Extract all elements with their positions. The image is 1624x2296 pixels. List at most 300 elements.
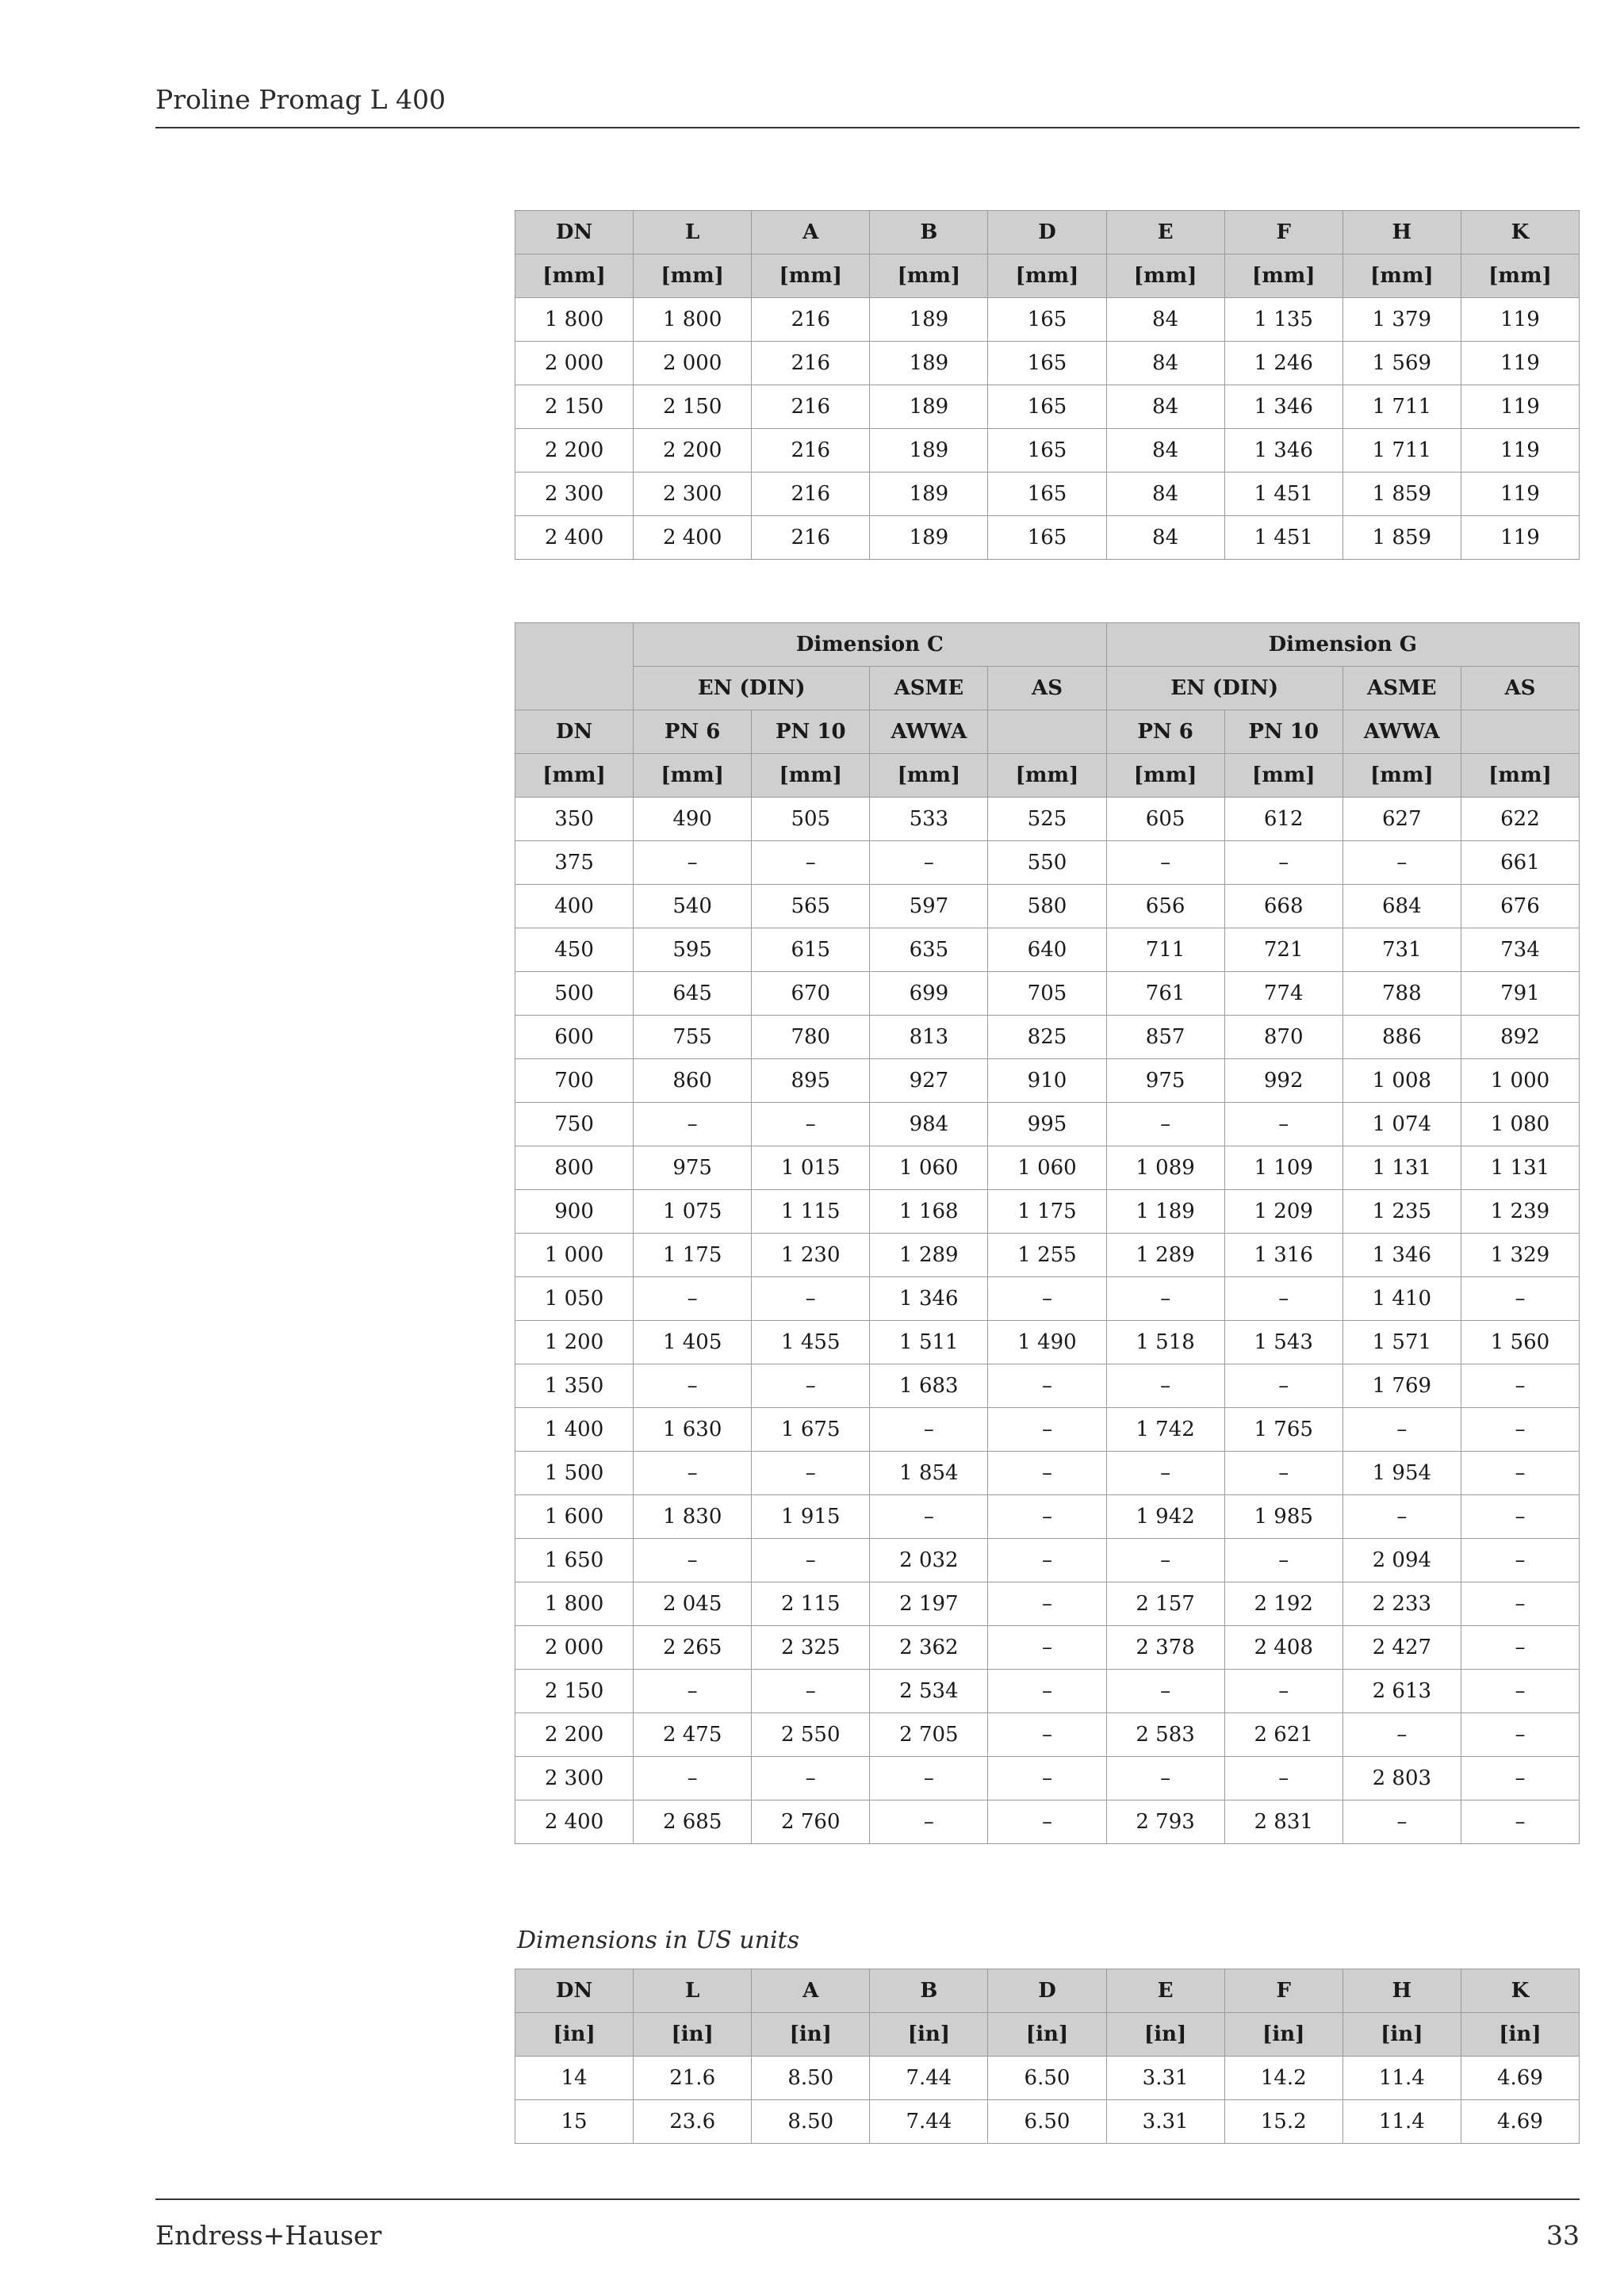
unit-row (515, 2013, 1580, 2057)
value-cell: 84 (1106, 342, 1224, 385)
value-cell: 1 189 (1106, 1190, 1224, 1234)
value-cell: 813 (870, 1016, 988, 1059)
value-cell: 711 (1106, 928, 1224, 972)
pressure-header: PN 6 (634, 710, 752, 754)
table-row (515, 1757, 1580, 1800)
value-cell: 1 954 (1342, 1452, 1461, 1495)
value-cell: – (1224, 1670, 1342, 1713)
value-cell: 1 000 (1461, 1059, 1579, 1103)
value-cell: 1 235 (1342, 1190, 1461, 1234)
value-cell: – (1461, 1495, 1579, 1539)
value-cell: 23.6 (634, 2100, 752, 2144)
pressure-header: PN 6 (1106, 710, 1224, 754)
value-cell: 1 346 (1224, 385, 1342, 429)
value-cell: 895 (752, 1059, 870, 1103)
value-cell: 2 583 (1106, 1713, 1224, 1757)
value-cell: 1 246 (1224, 342, 1342, 385)
table-body (515, 798, 1580, 1844)
column-header: K (1461, 1969, 1579, 2013)
value-cell: – (634, 1277, 752, 1321)
value-cell: 2 400 (634, 516, 752, 560)
value-cell: 1 859 (1342, 473, 1461, 516)
value-cell: 1 316 (1224, 1234, 1342, 1277)
column-header: L (634, 211, 752, 254)
value-cell: 1 175 (988, 1190, 1106, 1234)
group-header-dimension-g: Dimension G (1106, 623, 1579, 667)
value-cell: 927 (870, 1059, 988, 1103)
value-cell: 975 (1106, 1059, 1224, 1103)
value-cell: 216 (752, 473, 870, 516)
value-cell: 1 451 (1224, 516, 1342, 560)
value-cell: – (1461, 1713, 1579, 1757)
dimensions-table-us (515, 1969, 1580, 2144)
value-cell: 2 045 (634, 1582, 752, 1626)
value-cell: – (1224, 1757, 1342, 1800)
value-cell: 2 427 (1342, 1626, 1461, 1670)
table-row (515, 798, 1580, 841)
standard-header: AS (988, 667, 1106, 710)
value-cell: 119 (1461, 429, 1579, 473)
column-header: H (1342, 211, 1461, 254)
table-row (515, 1364, 1580, 1408)
value-cell: 1 711 (1342, 385, 1461, 429)
value-cell: 84 (1106, 516, 1224, 560)
value-cell: 734 (1461, 928, 1579, 972)
value-cell: 645 (634, 972, 752, 1016)
standard-header: ASME (870, 667, 988, 710)
value-cell: 1 742 (1106, 1408, 1224, 1452)
table-row (515, 1452, 1580, 1495)
footer-divider (155, 2198, 1580, 2200)
column-header: H (1342, 1969, 1461, 2013)
dn-cell: 2 400 (515, 1800, 634, 1844)
value-cell: 731 (1342, 928, 1461, 972)
value-cell: 4.69 (1461, 2057, 1579, 2100)
value-cell: – (870, 1800, 988, 1844)
value-cell: 2 760 (752, 1800, 870, 1844)
column-name-row (515, 1969, 1580, 2013)
table-row (515, 1408, 1580, 1452)
unit-header: [in] (988, 2013, 1106, 2057)
value-cell: 1 168 (870, 1190, 988, 1234)
value-cell: – (1461, 1626, 1579, 1670)
value-cell: – (988, 1800, 1106, 1844)
unit-header: [mm] (1461, 754, 1579, 798)
value-cell: 995 (988, 1103, 1106, 1146)
table-row (515, 1146, 1580, 1190)
value-cell: 7.44 (870, 2100, 988, 2144)
value-cell: 189 (870, 385, 988, 429)
unit-header: [mm] (988, 754, 1106, 798)
unit-header: [in] (1342, 2013, 1461, 2057)
dn-cell: 1 800 (515, 298, 634, 342)
value-cell: 165 (988, 516, 1106, 560)
value-cell: – (1461, 1670, 1579, 1713)
value-cell: 565 (752, 885, 870, 928)
table-body (515, 298, 1580, 560)
dn-cell: 2 150 (515, 1670, 634, 1713)
value-cell: 791 (1461, 972, 1579, 1016)
value-cell: 2 192 (1224, 1582, 1342, 1626)
value-cell: 1 015 (752, 1146, 870, 1190)
value-cell: 11.4 (1342, 2100, 1461, 2144)
value-cell: 2 265 (634, 1626, 752, 1670)
column-header: F (1224, 1969, 1342, 2013)
table-row (515, 1103, 1580, 1146)
value-cell: 595 (634, 928, 752, 972)
dn-header: DN (515, 710, 634, 754)
value-cell: 165 (988, 429, 1106, 473)
value-cell: 2 613 (1342, 1670, 1461, 1713)
value-cell: 216 (752, 516, 870, 560)
unit-header: [mm] (1342, 754, 1461, 798)
dn-cell: 400 (515, 885, 634, 928)
value-cell: 661 (1461, 841, 1579, 885)
value-cell: – (1106, 841, 1224, 885)
value-cell: – (634, 1539, 752, 1582)
value-cell: 84 (1106, 385, 1224, 429)
value-cell: 1 830 (634, 1495, 752, 1539)
value-cell: – (988, 1495, 1106, 1539)
column-header: E (1106, 211, 1224, 254)
dn-cell: 700 (515, 1059, 634, 1103)
dn-cell: 2 200 (515, 1713, 634, 1757)
column-header: E (1106, 1969, 1224, 2013)
value-cell: 1 060 (988, 1146, 1106, 1190)
value-cell: 1 008 (1342, 1059, 1461, 1103)
unit-header: [mm] (1342, 254, 1461, 298)
dn-cell: 2 150 (515, 385, 634, 429)
value-cell: 2 150 (634, 385, 752, 429)
value-cell: 3.31 (1106, 2057, 1224, 2100)
unit-header: [mm] (1106, 254, 1224, 298)
value-cell: – (1461, 1364, 1579, 1408)
dn-cell: 1 500 (515, 1452, 634, 1495)
value-cell: 668 (1224, 885, 1342, 928)
dn-cell: 450 (515, 928, 634, 972)
value-cell: 189 (870, 473, 988, 516)
table-row (515, 928, 1580, 972)
table-row (515, 516, 1580, 560)
value-cell: 216 (752, 342, 870, 385)
value-cell: 886 (1342, 1016, 1461, 1059)
pressure-header: PN 10 (1224, 710, 1342, 754)
value-cell: 1 711 (1342, 429, 1461, 473)
value-cell: 2 550 (752, 1713, 870, 1757)
value-cell: 1 630 (634, 1408, 752, 1452)
table-body (515, 2057, 1580, 2144)
value-cell: 2 032 (870, 1539, 988, 1582)
value-cell: 15.2 (1224, 2100, 1342, 2144)
standard-header: ASME (1342, 667, 1461, 710)
value-cell: 1 135 (1224, 298, 1342, 342)
unit-header: [in] (634, 2013, 752, 2057)
dn-cell: 1 000 (515, 1234, 634, 1277)
value-cell: – (1342, 841, 1461, 885)
value-cell: – (1224, 1452, 1342, 1495)
value-cell: 2 200 (634, 429, 752, 473)
value-cell: – (988, 1713, 1106, 1757)
value-cell: – (1461, 1582, 1579, 1626)
value-cell: 189 (870, 429, 988, 473)
value-cell: – (988, 1539, 1106, 1582)
column-header: L (634, 1969, 752, 2013)
value-cell: 2 325 (752, 1626, 870, 1670)
pressure-header: PN 10 (752, 710, 870, 754)
unit-header: [mm] (1461, 254, 1579, 298)
value-cell: 1 451 (1224, 473, 1342, 516)
value-cell: 7.44 (870, 2057, 988, 2100)
value-cell: 1 455 (752, 1321, 870, 1364)
value-cell: 2 793 (1106, 1800, 1224, 1844)
value-cell: 165 (988, 298, 1106, 342)
value-cell: 21.6 (634, 2057, 752, 2100)
value-cell: 119 (1461, 298, 1579, 342)
dn-cell: 2 000 (515, 342, 634, 385)
unit-header: [in] (1106, 2013, 1224, 2057)
value-cell: – (988, 1277, 1106, 1321)
pressure-header (1461, 710, 1579, 754)
value-cell: 550 (988, 841, 1106, 885)
value-cell: – (752, 1364, 870, 1408)
value-cell: 1 089 (1106, 1146, 1224, 1190)
value-cell: – (1461, 1408, 1579, 1452)
value-cell: 1 675 (752, 1408, 870, 1452)
group-header-dimension-c: Dimension C (634, 623, 1106, 667)
value-cell: – (870, 841, 988, 885)
value-cell: 2 094 (1342, 1539, 1461, 1582)
value-cell: 1 075 (634, 1190, 752, 1234)
table-row (515, 1277, 1580, 1321)
value-cell: 605 (1106, 798, 1224, 841)
value-cell: – (634, 841, 752, 885)
value-cell: – (752, 1539, 870, 1582)
table-row (515, 342, 1580, 385)
value-cell: 635 (870, 928, 988, 972)
value-cell: 1 239 (1461, 1190, 1579, 1234)
value-cell: 2 233 (1342, 1582, 1461, 1626)
unit-header: [in] (1461, 2013, 1579, 2057)
value-cell: 14.2 (1224, 2057, 1342, 2100)
dn-cell: 15 (515, 2100, 634, 2144)
dn-cell: 1 050 (515, 1277, 634, 1321)
value-cell: 2 408 (1224, 1626, 1342, 1670)
value-cell: 119 (1461, 342, 1579, 385)
column-header: B (870, 211, 988, 254)
table-row (515, 1016, 1580, 1059)
value-cell: 1 329 (1461, 1234, 1579, 1277)
value-cell: 4.69 (1461, 2100, 1579, 2144)
table-row (515, 298, 1580, 342)
value-cell: – (1224, 1539, 1342, 1582)
unit-header: [mm] (870, 754, 988, 798)
value-cell: 2 685 (634, 1800, 752, 1844)
dn-cell: 2 300 (515, 473, 634, 516)
dn-cell: 375 (515, 841, 634, 885)
value-cell: 1 800 (634, 298, 752, 342)
value-cell: – (1224, 1364, 1342, 1408)
value-cell: 525 (988, 798, 1106, 841)
value-cell: 1 511 (870, 1321, 988, 1364)
value-cell: 2 831 (1224, 1800, 1342, 1844)
value-cell: – (634, 1670, 752, 1713)
value-cell: – (752, 1452, 870, 1495)
value-cell: 189 (870, 298, 988, 342)
dn-cell: 1 400 (515, 1408, 634, 1452)
table-row (515, 1190, 1580, 1234)
table-row (515, 385, 1580, 429)
value-cell: – (752, 841, 870, 885)
value-cell: 640 (988, 928, 1106, 972)
value-cell: 2 475 (634, 1713, 752, 1757)
value-cell: 656 (1106, 885, 1224, 928)
unit-header: [mm] (634, 254, 752, 298)
value-cell: 1 765 (1224, 1408, 1342, 1452)
group-header-row (515, 623, 1580, 667)
value-cell: 857 (1106, 1016, 1224, 1059)
column-header: DN (515, 1969, 634, 2013)
value-cell: 2 803 (1342, 1757, 1461, 1800)
table-row (515, 429, 1580, 473)
value-cell: – (1106, 1539, 1224, 1582)
value-cell: 1 518 (1106, 1321, 1224, 1364)
unit-header: [mm] (988, 254, 1106, 298)
footer-brand: Endress+Hauser (155, 2220, 382, 2251)
value-cell: 1 230 (752, 1234, 870, 1277)
value-cell: 615 (752, 928, 870, 972)
page-header-title: Proline Promag L 400 (155, 84, 446, 115)
value-cell: – (1106, 1670, 1224, 1713)
dimensions-table-metric (515, 210, 1580, 560)
value-cell: – (870, 1495, 988, 1539)
value-cell: 1 080 (1461, 1103, 1579, 1146)
value-cell: 1 942 (1106, 1495, 1224, 1539)
column-header: A (752, 1969, 870, 2013)
column-header: F (1224, 211, 1342, 254)
page-number: 33 (1546, 2220, 1580, 2251)
value-cell: 1 569 (1342, 342, 1461, 385)
unit-header: [mm] (515, 254, 634, 298)
value-cell: – (988, 1626, 1106, 1670)
value-cell: – (1224, 1103, 1342, 1146)
unit-header: [mm] (870, 254, 988, 298)
value-cell: 2 300 (634, 473, 752, 516)
value-cell: 1 255 (988, 1234, 1106, 1277)
pressure-header (988, 710, 1106, 754)
table-row (515, 1321, 1580, 1364)
value-cell: 1 289 (1106, 1234, 1224, 1277)
value-cell: 1 060 (870, 1146, 988, 1190)
unit-header: [in] (1224, 2013, 1342, 2057)
dn-cell: 2 000 (515, 1626, 634, 1670)
value-cell: – (1342, 1800, 1461, 1844)
value-cell: – (1342, 1495, 1461, 1539)
column-header: DN (515, 211, 634, 254)
value-cell: – (1461, 1539, 1579, 1582)
value-cell: – (752, 1103, 870, 1146)
value-cell: 8.50 (752, 2100, 870, 2144)
unit-header: [mm] (1106, 754, 1224, 798)
table-row (515, 1059, 1580, 1103)
value-cell: 1 115 (752, 1190, 870, 1234)
value-cell: – (634, 1103, 752, 1146)
value-cell: – (1106, 1103, 1224, 1146)
value-cell: 84 (1106, 298, 1224, 342)
dn-cell: 2 400 (515, 516, 634, 560)
value-cell: 1 379 (1342, 298, 1461, 342)
us-units-caption: Dimensions in US units (517, 1927, 799, 1954)
value-cell: 1 209 (1224, 1190, 1342, 1234)
value-cell: – (1461, 1452, 1579, 1495)
value-cell: 6.50 (988, 2057, 1106, 2100)
value-cell: 533 (870, 798, 988, 841)
dn-cell: 1 350 (515, 1364, 634, 1408)
dn-cell: 900 (515, 1190, 634, 1234)
value-cell: 119 (1461, 473, 1579, 516)
value-cell: 165 (988, 342, 1106, 385)
blank-corner-cell (515, 623, 634, 710)
value-cell: 992 (1224, 1059, 1342, 1103)
value-cell: 1 490 (988, 1321, 1106, 1364)
table-row (515, 1713, 1580, 1757)
dn-cell: 750 (515, 1103, 634, 1146)
value-cell: 910 (988, 1059, 1106, 1103)
value-cell: 825 (988, 1016, 1106, 1059)
table-row (515, 1234, 1580, 1277)
table-row (515, 2100, 1580, 2144)
table-row (515, 1670, 1580, 1713)
value-cell: – (752, 1670, 870, 1713)
value-cell: 1 405 (634, 1321, 752, 1364)
value-cell: 975 (634, 1146, 752, 1190)
value-cell: 540 (634, 885, 752, 928)
value-cell: 216 (752, 429, 870, 473)
value-cell: – (634, 1364, 752, 1408)
table-row (515, 1800, 1580, 1844)
value-cell: 705 (988, 972, 1106, 1016)
table-row (515, 1539, 1580, 1582)
value-cell: 1 410 (1342, 1277, 1461, 1321)
value-cell: 119 (1461, 385, 1579, 429)
value-cell: 984 (870, 1103, 988, 1146)
value-cell: 1 859 (1342, 516, 1461, 560)
pressure-header: AWWA (1342, 710, 1461, 754)
value-cell: 3.31 (1106, 2100, 1224, 2144)
unit-header: [mm] (515, 754, 634, 798)
value-cell: 1 854 (870, 1452, 988, 1495)
value-cell: – (1342, 1408, 1461, 1452)
value-cell: – (1224, 841, 1342, 885)
dn-cell: 600 (515, 1016, 634, 1059)
dn-cell: 2 300 (515, 1757, 634, 1800)
value-cell: 597 (870, 885, 988, 928)
value-cell: – (752, 1757, 870, 1800)
column-header: D (988, 1969, 1106, 2013)
value-cell: – (988, 1408, 1106, 1452)
standard-header: EN (DIN) (634, 667, 870, 710)
table-row (515, 1495, 1580, 1539)
unit-header: [mm] (1224, 754, 1342, 798)
value-cell: – (634, 1757, 752, 1800)
value-cell: 1 683 (870, 1364, 988, 1408)
value-cell: 761 (1106, 972, 1224, 1016)
table-row (515, 972, 1580, 1016)
value-cell: 780 (752, 1016, 870, 1059)
standard-header: AS (1461, 667, 1579, 710)
value-cell: 84 (1106, 429, 1224, 473)
value-cell: 2 534 (870, 1670, 988, 1713)
value-cell: 684 (1342, 885, 1461, 928)
